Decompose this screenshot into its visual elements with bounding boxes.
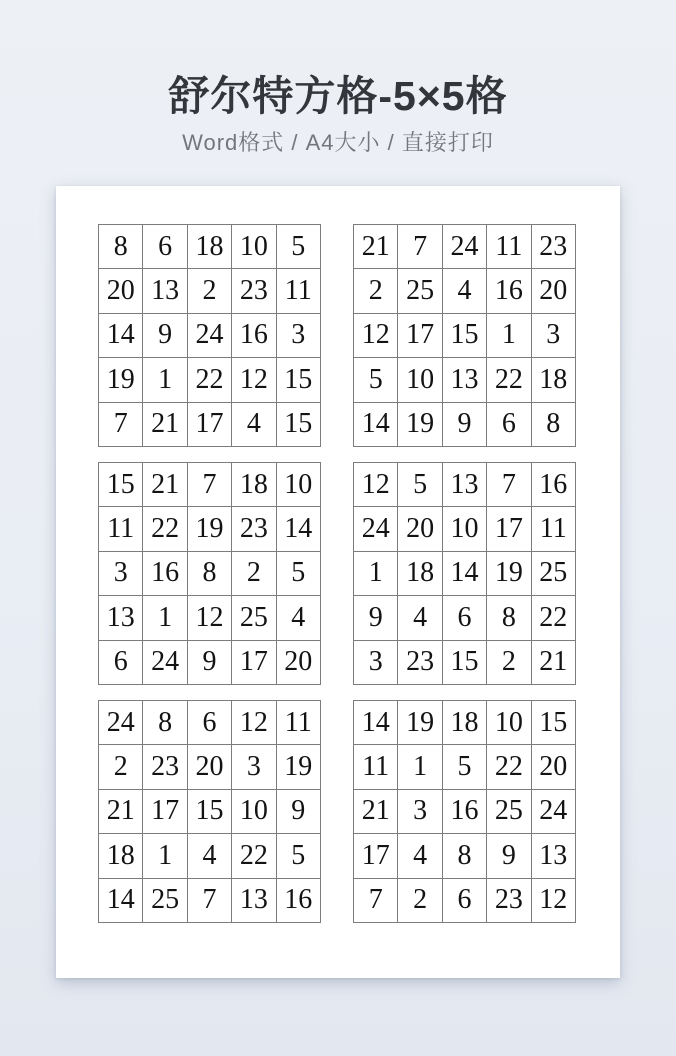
grid-row — [99, 834, 321, 878]
grid-cell: 16 — [276, 878, 320, 922]
grid-cell: 22 — [232, 834, 276, 878]
grid-cell: 24 — [442, 225, 486, 269]
grid-row — [99, 507, 321, 551]
grid-cell: 20 — [531, 745, 575, 789]
grid-cell: 12 — [232, 701, 276, 745]
grid-row — [99, 225, 321, 269]
grid-cell: 16 — [232, 313, 276, 357]
grid-cell: 8 — [442, 834, 486, 878]
grid-cell: 14 — [99, 878, 143, 922]
grid-row — [354, 596, 576, 640]
grid-row — [99, 402, 321, 446]
grid-cell: 17 — [487, 507, 531, 551]
grid-cell: 3 — [531, 313, 575, 357]
grid-cell: 11 — [276, 269, 320, 313]
grid-cell: 3 — [276, 313, 320, 357]
grid-cell: 15 — [276, 358, 320, 402]
grid-cell: 12 — [187, 596, 231, 640]
grid-cell: 6 — [143, 225, 187, 269]
schulte-grid-2 — [353, 224, 576, 447]
grid-cell: 23 — [487, 878, 531, 922]
grid-cell: 6 — [442, 596, 486, 640]
grid-row — [99, 789, 321, 833]
grid-cell: 14 — [99, 313, 143, 357]
grid-cell: 18 — [232, 463, 276, 507]
grid-cell: 1 — [143, 834, 187, 878]
grid-cell: 20 — [187, 745, 231, 789]
grid-cell: 9 — [354, 596, 398, 640]
grid-cell: 9 — [276, 789, 320, 833]
grid-row — [99, 640, 321, 684]
grid-cell: 6 — [187, 701, 231, 745]
grid-cell: 23 — [531, 225, 575, 269]
grid-cell: 15 — [187, 789, 231, 833]
grid-cell: 13 — [99, 596, 143, 640]
grid-cell: 9 — [487, 834, 531, 878]
grid-cell: 5 — [442, 745, 486, 789]
page-title: 舒尔特方格-5×5格 — [168, 73, 508, 119]
grid-cell: 19 — [99, 358, 143, 402]
grid-cell: 1 — [398, 745, 442, 789]
grid-row — [99, 596, 321, 640]
schulte-grid-5 — [98, 700, 321, 923]
grid-cell: 14 — [276, 507, 320, 551]
schulte-grid-6 — [353, 700, 576, 923]
grid-cell: 24 — [187, 313, 231, 357]
grid-cell: 19 — [487, 551, 531, 595]
grid-row — [354, 269, 576, 313]
grid-cell: 2 — [187, 269, 231, 313]
grid-cell: 7 — [398, 225, 442, 269]
grid-cell: 6 — [487, 402, 531, 446]
grid-cell: 7 — [487, 463, 531, 507]
grid-row — [354, 507, 576, 551]
grid-cell: 13 — [442, 463, 486, 507]
grid-cell: 24 — [531, 789, 575, 833]
grid-cell: 14 — [442, 551, 486, 595]
schulte-grid-1 — [98, 224, 321, 447]
grid-cell: 17 — [187, 402, 231, 446]
grid-cell: 19 — [276, 745, 320, 789]
grid-cell: 1 — [143, 358, 187, 402]
grid-cell: 1 — [487, 313, 531, 357]
grid-cell: 22 — [531, 596, 575, 640]
grid-row — [354, 225, 576, 269]
grid-cell: 15 — [99, 463, 143, 507]
grid-row — [99, 463, 321, 507]
grid-row — [354, 701, 576, 745]
grid-cell: 22 — [487, 745, 531, 789]
grid-cell: 18 — [398, 551, 442, 595]
grid-cell: 5 — [276, 225, 320, 269]
grid-cell: 21 — [143, 463, 187, 507]
grid-cell: 11 — [354, 745, 398, 789]
grid-cell: 4 — [398, 596, 442, 640]
grid-row — [354, 789, 576, 833]
grid-cell: 4 — [398, 834, 442, 878]
grid-row — [99, 701, 321, 745]
grid-cell: 5 — [398, 463, 442, 507]
grid-cell: 5 — [276, 834, 320, 878]
grid-cell: 7 — [187, 878, 231, 922]
grid-row — [99, 313, 321, 357]
grid-cell: 18 — [187, 225, 231, 269]
grid-cell: 11 — [99, 507, 143, 551]
grid-cell: 15 — [531, 701, 575, 745]
grid-cell: 15 — [276, 402, 320, 446]
grid-cell: 17 — [354, 834, 398, 878]
grid-cell: 11 — [276, 701, 320, 745]
grid-cell: 21 — [354, 789, 398, 833]
grid-row — [354, 834, 576, 878]
grid-row — [354, 463, 576, 507]
grid-cell: 6 — [442, 878, 486, 922]
grid-row — [354, 745, 576, 789]
grid-cell: 16 — [531, 463, 575, 507]
grid-cell: 2 — [487, 640, 531, 684]
grid-cell: 13 — [143, 269, 187, 313]
grid-cell: 25 — [531, 551, 575, 595]
grid-cell: 2 — [232, 551, 276, 595]
grid-cell: 22 — [187, 358, 231, 402]
grid-cell: 10 — [487, 701, 531, 745]
grid-cell: 20 — [398, 507, 442, 551]
grid-cell: 22 — [487, 358, 531, 402]
grid-cell: 25 — [232, 596, 276, 640]
a4-sheet — [56, 186, 620, 978]
page-subtitle: Word格式 / A4大小 / 直接打印 — [182, 130, 494, 155]
grid-cell: 7 — [187, 463, 231, 507]
grid-cell: 25 — [487, 789, 531, 833]
grid-cell: 13 — [442, 358, 486, 402]
grid-cell: 21 — [354, 225, 398, 269]
grid-cell: 23 — [143, 745, 187, 789]
grid-cell: 8 — [531, 402, 575, 446]
grid-cell: 10 — [232, 789, 276, 833]
grid-cell: 8 — [187, 551, 231, 595]
grid-cell: 17 — [143, 789, 187, 833]
grid-cell: 7 — [354, 878, 398, 922]
grid-cell: 23 — [398, 640, 442, 684]
grid-cell: 9 — [187, 640, 231, 684]
grid-cell: 4 — [276, 596, 320, 640]
grid-cell: 2 — [354, 269, 398, 313]
grid-cell: 15 — [442, 640, 486, 684]
grid-cell: 23 — [232, 507, 276, 551]
grid-cell: 12 — [232, 358, 276, 402]
grid-cell: 12 — [531, 878, 575, 922]
grid-cell: 20 — [99, 269, 143, 313]
grid-cell: 1 — [354, 551, 398, 595]
schulte-grid-4 — [353, 462, 576, 685]
grid-cell: 16 — [143, 551, 187, 595]
grid-cell: 22 — [143, 507, 187, 551]
grid-cell: 13 — [232, 878, 276, 922]
schulte-grid-3 — [98, 462, 321, 685]
grid-cell: 8 — [143, 701, 187, 745]
grid-cell: 20 — [276, 640, 320, 684]
grid-cell: 18 — [442, 701, 486, 745]
grid-cell: 23 — [232, 269, 276, 313]
grid-cell: 7 — [99, 402, 143, 446]
grid-cell: 4 — [442, 269, 486, 313]
grid-cell: 10 — [442, 507, 486, 551]
grid-row — [99, 878, 321, 922]
grid-cell: 13 — [531, 834, 575, 878]
grid-cell: 19 — [398, 701, 442, 745]
grid-cell: 19 — [398, 402, 442, 446]
schulte-grids-container — [98, 224, 576, 923]
grid-row — [99, 358, 321, 402]
grid-cell: 24 — [143, 640, 187, 684]
grid-cell: 14 — [354, 701, 398, 745]
grid-cell: 20 — [531, 269, 575, 313]
grid-cell: 9 — [143, 313, 187, 357]
grid-row — [99, 745, 321, 789]
grid-cell: 16 — [442, 789, 486, 833]
grid-cell: 16 — [487, 269, 531, 313]
grid-cell: 1 — [143, 596, 187, 640]
grid-row — [99, 551, 321, 595]
grid-cell: 14 — [354, 402, 398, 446]
grid-cell: 21 — [143, 402, 187, 446]
grid-row — [354, 878, 576, 922]
grid-cell: 18 — [99, 834, 143, 878]
grid-cell: 4 — [187, 834, 231, 878]
grid-cell: 3 — [232, 745, 276, 789]
grid-cell: 24 — [354, 507, 398, 551]
grid-cell: 3 — [398, 789, 442, 833]
grid-cell: 5 — [276, 551, 320, 595]
grid-cell: 9 — [442, 402, 486, 446]
grid-row — [354, 358, 576, 402]
grid-cell: 4 — [232, 402, 276, 446]
grid-cell: 11 — [487, 225, 531, 269]
grid-row — [354, 402, 576, 446]
grid-cell: 18 — [531, 358, 575, 402]
grid-cell: 3 — [354, 640, 398, 684]
grid-cell: 6 — [99, 640, 143, 684]
grid-cell: 24 — [99, 701, 143, 745]
grid-cell: 12 — [354, 463, 398, 507]
grid-cell: 3 — [99, 551, 143, 595]
grid-cell: 8 — [99, 225, 143, 269]
grid-cell: 2 — [398, 878, 442, 922]
grid-row — [354, 551, 576, 595]
grid-row — [354, 640, 576, 684]
grid-row — [99, 269, 321, 313]
grid-row — [354, 313, 576, 357]
grid-cell: 8 — [487, 596, 531, 640]
grid-cell: 10 — [232, 225, 276, 269]
grid-cell: 12 — [354, 313, 398, 357]
grid-cell: 21 — [99, 789, 143, 833]
grid-cell: 5 — [354, 358, 398, 402]
grid-cell: 15 — [442, 313, 486, 357]
grid-cell: 17 — [398, 313, 442, 357]
grid-cell: 21 — [531, 640, 575, 684]
grid-cell: 25 — [143, 878, 187, 922]
grid-cell: 11 — [531, 507, 575, 551]
grid-cell: 10 — [276, 463, 320, 507]
grid-cell: 10 — [398, 358, 442, 402]
grid-cell: 25 — [398, 269, 442, 313]
grid-cell: 19 — [187, 507, 231, 551]
grid-cell: 17 — [232, 640, 276, 684]
grid-cell: 2 — [99, 745, 143, 789]
